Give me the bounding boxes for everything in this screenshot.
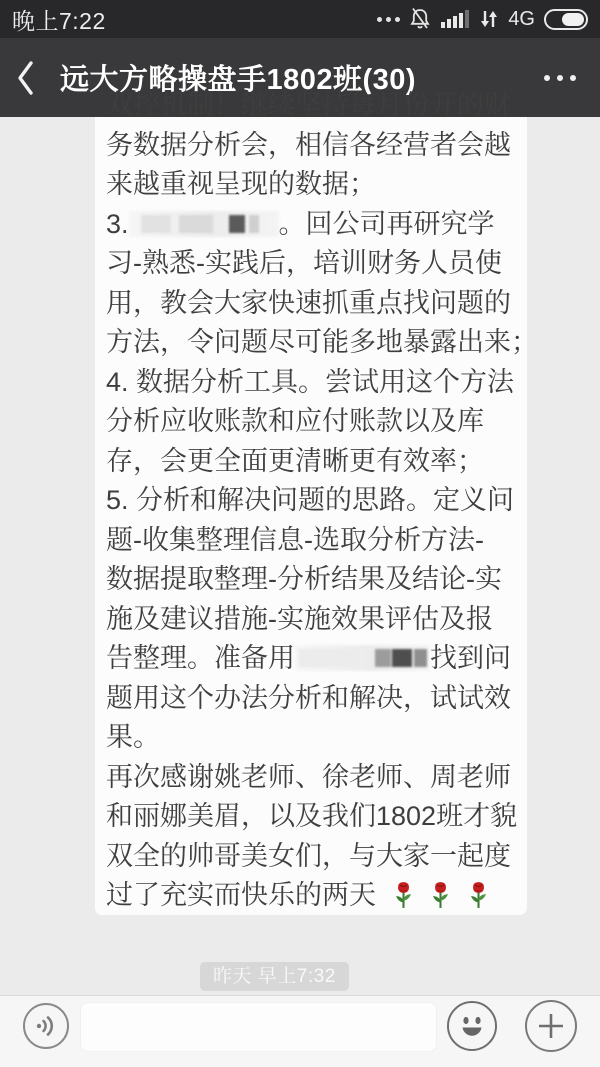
signal-strength-icon	[440, 8, 470, 30]
smiley-icon	[455, 1009, 489, 1043]
message-line: 数据提取整理-分析结果及结论-实	[106, 564, 502, 594]
message-line: 5. 分析和解决问题的思路。定义问	[106, 485, 515, 515]
voice-wave-icon	[32, 1012, 60, 1040]
message-line: 4. 数据分析工具。尝试用这个方法	[106, 366, 515, 397]
plus-icon	[534, 1009, 568, 1043]
message-text-input[interactable]	[80, 1002, 437, 1052]
message-line: 存，会更全面更清晰更有效率；	[106, 445, 484, 476]
more-dots-icon	[544, 75, 576, 81]
message-line: 施及建议措施-实施效果评估及报	[106, 603, 493, 634]
message-line: 用，教会大家快速抓重点找问题的	[106, 287, 511, 318]
message-text	[95, 86, 538, 916]
message-line: 果。	[106, 722, 160, 752]
message-bubble[interactable]	[95, 90, 538, 915]
message-line: 习-熟悉-实践后，培训财务人员使	[106, 248, 502, 278]
message-line: 题用这个办法分析和解决，试试效	[106, 682, 511, 713]
notification-dots-icon	[377, 17, 400, 22]
timestamp-badge: 昨天 早上7:32	[200, 962, 349, 991]
mute-bell-icon	[409, 7, 431, 31]
message-line: 双全的帅哥美女们，与大家一起度	[106, 840, 511, 871]
more-actions-button[interactable]	[525, 1000, 577, 1052]
rose-icon	[393, 880, 414, 911]
redacted-text	[129, 211, 279, 237]
chat-title: 远大方略操盘手1802班(30)	[60, 64, 417, 96]
message-line: 过了充实而快乐的两天	[106, 876, 519, 916]
message-line: 务数据分析会，相信各经营者会越	[106, 129, 511, 160]
message-line: 再次感谢姚老师、徐老师、周老师	[106, 761, 511, 792]
rose-icon	[430, 880, 451, 911]
battery-icon	[544, 9, 588, 30]
message-line: 分析应收账款和应付账款以及库	[106, 406, 484, 436]
status-icons	[377, 7, 588, 31]
message-line: 和丽娜美眉，以及我们1802班才貌	[106, 801, 518, 831]
emoji-button[interactable]	[447, 1001, 497, 1051]
back-button[interactable]	[0, 50, 46, 106]
rose-icon	[468, 880, 489, 911]
chat-menu-button[interactable]	[520, 61, 600, 95]
back-chevron-icon	[16, 60, 36, 96]
data-arrows-icon	[479, 8, 499, 30]
voice-message-button[interactable]	[23, 1003, 69, 1049]
message-line: 题-收集整理信息-选取分析方法-	[106, 524, 484, 555]
status-bar	[0, 0, 600, 38]
message-line: 双控机制！继续坚持每月份开的财	[106, 90, 511, 120]
network-type-label: 4G	[508, 7, 535, 30]
message-line: 告整理。准备用 找到问	[106, 643, 511, 673]
message-input-bar	[0, 995, 600, 1067]
chat-scroll-area[interactable]	[0, 90, 600, 995]
message-line: 方法，令问题尽可能多地暴露出来；	[106, 327, 538, 357]
clock-label: 晚上7:22	[12, 7, 106, 34]
redacted-text	[295, 645, 430, 671]
message-line: 3. 。回公司再研究学	[106, 208, 495, 239]
message-line: 来越重视呈现的数据；	[106, 169, 376, 199]
